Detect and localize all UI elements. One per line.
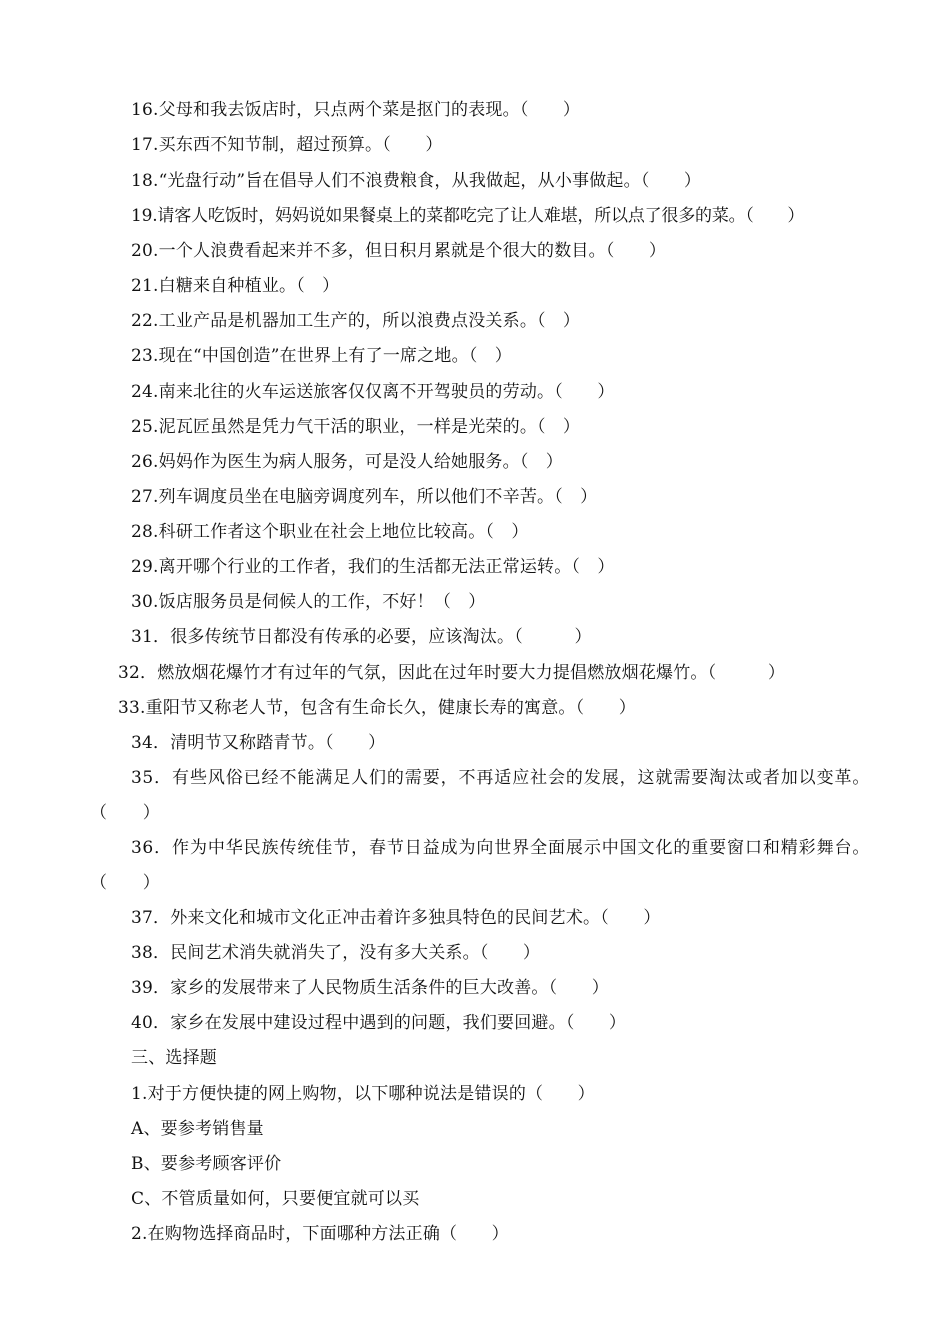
question-1-option-c: C、不管质量如何，只要便宜就可以买: [131, 1189, 420, 1209]
item-18: 18.“光盘行动”旨在倡导人们不浪费粮食，从我做起，从小事做起。（ ）: [131, 171, 702, 191]
item-19: 19.请客人吃饭时，妈妈说如果餐桌上的菜都吃完了让人难堪，所以点了很多的菜。（ ）: [131, 206, 805, 226]
question-1-option-a: A、要参考销售量: [131, 1119, 264, 1139]
item-37: 37．外来文化和城市文化正冲击着许多独具特色的民间艺术。（ ）: [131, 908, 661, 928]
item-29: 29.离开哪个行业的工作者，我们的生活都无法正常运转。（ ）: [131, 557, 615, 577]
question-1-option-b: B、要参考顾客评价: [131, 1154, 282, 1174]
item-33: 33.重阳节又称老人节，包含有生命长久，健康长寿的寓意。（ ）: [118, 698, 636, 718]
item-22: 22.工业产品是机器加工生产的，所以浪费点没关系。（ ）: [131, 311, 581, 331]
item-30: 30.饭店服务员是伺候人的工作，不好！（ ）: [131, 592, 486, 612]
item-36: 36．作为中华民族传统佳节，春节日益成为向世界全面展示中国文化的重要窗口和精彩舞台。（ ）: [90, 838, 870, 893]
item-28: 28.科研工作者这个职业在社会上地位比较高。（ ）: [131, 522, 529, 542]
item-31: 31．很多传统节日都没有传承的必要，应该淘汰。（ ）: [131, 627, 592, 647]
item-39: 39．家乡的发展带来了人民物质生活条件的巨大改善。（ ）: [131, 978, 609, 998]
item-21: 21.白糖来自种植业。（ ）: [131, 276, 340, 296]
item-40: 40．家乡在发展中建设过程中遇到的问题，我们要回避。（ ）: [131, 1013, 627, 1033]
item-35: 35．有些风俗已经不能满足人们的需要，不再适应社会的发展，这就需要淘汰或者加以变革。（ ）: [90, 768, 870, 823]
item-32: 32．燃放烟花爆竹才有过年的气氛，因此在过年时要大力提倡燃放烟花爆竹。（ ）: [118, 663, 786, 683]
item-27: 27.列车调度员坐在电脑旁调度列车，所以他们不辛苦。（ ）: [131, 487, 598, 507]
item-24: 24.南来北往的火车运送旅客仅仅离不开驾驶员的劳动。（ ）: [131, 382, 615, 402]
item-38: 38．民间艺术消失就消失了，没有多大关系。（ ）: [131, 943, 541, 963]
item-26: 26.妈妈作为医生为病人服务，可是没人给她服务。（ ）: [131, 452, 563, 472]
section-title: 三、选择题: [131, 1048, 217, 1068]
item-20: 20.一个人浪费看起来并不多，但日积月累就是个很大的数目。（ ）: [131, 241, 667, 261]
item-17: 17.买东西不知节制，超过预算。（ ）: [131, 135, 443, 155]
item-25: 25.泥瓦匠虽然是凭力气干活的职业，一样是光荣的。（ ）: [131, 417, 581, 437]
question-2-stem: 2.在购物选择商品时，下面哪种方法正确（ ）: [131, 1224, 509, 1244]
item-34: 34．清明节又称踏青节。（ ）: [131, 733, 386, 753]
question-1-stem: 1.对于方便快捷的网上购物，以下哪种说法是错误的（ ）: [131, 1084, 595, 1104]
item-23: 23.现在“中国创造”在世界上有了一席之地。（ ）: [131, 346, 512, 366]
item-16: 16.父母和我去饭店时，只点两个菜是抠门的表现。（ ）: [131, 100, 581, 120]
